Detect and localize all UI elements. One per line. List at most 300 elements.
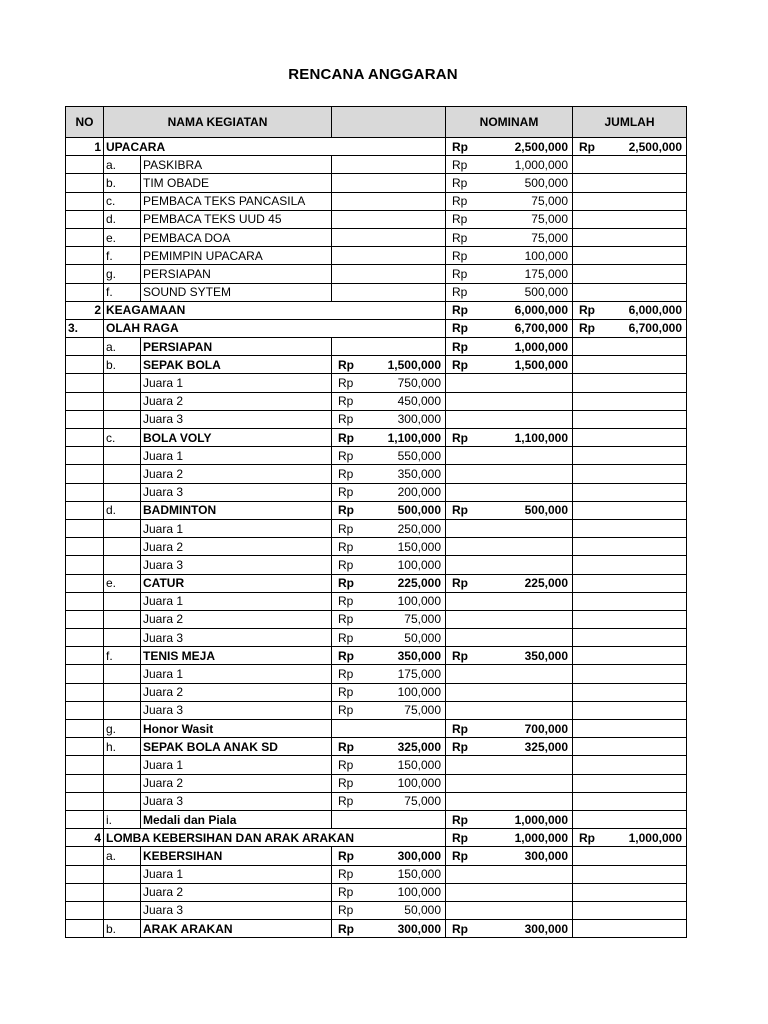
- row-activity-name: Juara 2: [141, 610, 332, 628]
- nominam-value: 1,500,000: [514, 357, 568, 372]
- detail-value: 350,000: [397, 466, 441, 481]
- row-activity-name: Juara 2: [141, 774, 332, 792]
- row-detail-amount: [332, 374, 446, 392]
- currency-label: Rp: [452, 266, 468, 281]
- row-activity-name: Medali dan Piala: [141, 810, 332, 828]
- header-blank: [332, 107, 446, 138]
- row-number: [66, 629, 104, 647]
- table-row: [66, 174, 687, 192]
- table-row: [66, 683, 687, 701]
- row-jumlah: [573, 228, 687, 246]
- table-row: [66, 883, 687, 901]
- row-nominam: [446, 756, 573, 774]
- currency-label: Rp: [338, 667, 354, 682]
- row-detail-amount: [332, 174, 446, 192]
- row-detail-amount: [332, 810, 446, 828]
- row-jumlah: [573, 138, 687, 156]
- row-sub-letter: i.: [104, 810, 141, 828]
- row-jumlah: [573, 338, 687, 356]
- row-nominam: [446, 738, 573, 756]
- row-detail-amount: [332, 556, 446, 574]
- row-activity-name: PERSIAPAN: [141, 265, 332, 283]
- row-sub-letter: h.: [104, 738, 141, 756]
- row-detail-amount: [332, 265, 446, 283]
- header-no: NO: [66, 107, 104, 138]
- row-nominam: [446, 429, 573, 447]
- row-sub-letter: [104, 447, 141, 465]
- detail-value: 300,000: [397, 921, 441, 936]
- table-row: [66, 665, 687, 683]
- row-sub-letter: f.: [104, 647, 141, 665]
- detail-value: 75,000: [404, 794, 441, 809]
- table-row: [66, 447, 687, 465]
- detail-value: 300,000: [397, 412, 441, 427]
- row-jumlah: [573, 647, 687, 665]
- currency-label: Rp: [338, 630, 354, 645]
- row-sub-letter: [104, 883, 141, 901]
- row-detail-amount: [332, 665, 446, 683]
- row-sub-letter: [104, 483, 141, 501]
- detail-value: 75,000: [404, 612, 441, 627]
- detail-value: 100,000: [397, 685, 441, 700]
- row-activity-name: LOMBA KEBERSIHAN DAN ARAK ARAKAN: [104, 829, 446, 847]
- detail-value: 150,000: [397, 867, 441, 882]
- detail-value: 225,000: [397, 576, 441, 591]
- currency-label: Rp: [338, 557, 354, 572]
- currency-label: Rp: [338, 376, 354, 391]
- currency-label: Rp: [452, 739, 468, 754]
- row-nominam: [446, 647, 573, 665]
- table-row: [66, 501, 687, 519]
- row-jumlah: [573, 429, 687, 447]
- currency-label: Rp: [452, 357, 468, 372]
- row-activity-name: Juara 3: [141, 556, 332, 574]
- row-detail-amount: [332, 410, 446, 428]
- detail-value: 750,000: [397, 376, 441, 391]
- table-row: [66, 774, 687, 792]
- row-jumlah: [573, 410, 687, 428]
- row-nominam: [446, 792, 573, 810]
- nominam-value: 500,000: [524, 175, 568, 190]
- table-row: [66, 429, 687, 447]
- row-jumlah: [573, 792, 687, 810]
- nominam-value: 500,000: [524, 285, 568, 300]
- header-nominam: NOMINAM: [446, 107, 573, 138]
- row-number: [66, 247, 104, 265]
- currency-label: Rp: [338, 648, 354, 663]
- table-row: [66, 465, 687, 483]
- row-sub-letter: a.: [104, 156, 141, 174]
- row-nominam: [446, 138, 573, 156]
- row-sub-letter: [104, 665, 141, 683]
- row-jumlah: [573, 538, 687, 556]
- row-sub-letter: d.: [104, 210, 141, 228]
- row-jumlah: [573, 920, 687, 938]
- currency-label: Rp: [338, 594, 354, 609]
- row-number: [66, 756, 104, 774]
- row-number: [66, 865, 104, 883]
- table-row: [66, 592, 687, 610]
- nominam-value: 75,000: [531, 212, 568, 227]
- row-nominam: [446, 447, 573, 465]
- row-jumlah: [573, 519, 687, 537]
- row-detail-amount: [332, 356, 446, 374]
- row-nominam: [446, 538, 573, 556]
- row-detail-amount: [332, 883, 446, 901]
- detail-value: 300,000: [397, 848, 441, 863]
- row-number: [66, 738, 104, 756]
- row-number: [66, 410, 104, 428]
- row-sub-letter: e.: [104, 574, 141, 592]
- row-nominam: [446, 519, 573, 537]
- currency-label: Rp: [338, 921, 354, 936]
- row-activity-name: PEMIMPIN UPACARA: [141, 247, 332, 265]
- row-nominam: [446, 865, 573, 883]
- row-activity-name: KEBERSIHAN: [141, 847, 332, 865]
- row-activity-name: PEMBACA DOA: [141, 228, 332, 246]
- table-row: [66, 574, 687, 592]
- row-activity-name: KEAGAMAAN: [104, 301, 446, 319]
- detail-value: 100,000: [397, 776, 441, 791]
- detail-value: 325,000: [397, 739, 441, 754]
- row-detail-amount: [332, 629, 446, 647]
- row-nominam: [446, 356, 573, 374]
- row-jumlah: [573, 810, 687, 828]
- jumlah-value: 6,700,000: [628, 321, 682, 336]
- table-row: [66, 410, 687, 428]
- row-number: [66, 228, 104, 246]
- row-activity-name: Juara 2: [141, 538, 332, 556]
- row-nominam: [446, 610, 573, 628]
- row-detail-amount: [332, 429, 446, 447]
- table-row: [66, 647, 687, 665]
- row-jumlah: [573, 501, 687, 519]
- row-detail-amount: [332, 210, 446, 228]
- table-row: [66, 519, 687, 537]
- row-jumlah: [573, 356, 687, 374]
- row-activity-name: BOLA VOLY: [141, 429, 332, 447]
- row-detail-amount: [332, 338, 446, 356]
- currency-label: Rp: [338, 576, 354, 591]
- table-row: [66, 483, 687, 501]
- currency-label: Rp: [579, 303, 595, 318]
- currency-label: Rp: [338, 466, 354, 481]
- row-number: [66, 283, 104, 301]
- row-activity-name: Juara 1: [141, 447, 332, 465]
- row-sub-letter: [104, 410, 141, 428]
- row-jumlah: [573, 192, 687, 210]
- table-row: [66, 210, 687, 228]
- row-activity-name: PASKIBRA: [141, 156, 332, 174]
- nominam-value: 175,000: [524, 266, 568, 281]
- table-row: [66, 192, 687, 210]
- row-jumlah: [573, 774, 687, 792]
- row-sub-letter: a.: [104, 847, 141, 865]
- row-sub-letter: g.: [104, 265, 141, 283]
- row-activity-name: Juara 2: [141, 683, 332, 701]
- row-sub-letter: [104, 629, 141, 647]
- nominam-value: 1,000,000: [514, 812, 568, 827]
- jumlah-value: 6,000,000: [628, 303, 682, 318]
- jumlah-value: 1,000,000: [628, 830, 682, 845]
- row-sub-letter: [104, 701, 141, 719]
- detail-value: 1,500,000: [387, 357, 441, 372]
- row-nominam: [446, 410, 573, 428]
- row-sub-letter: [104, 901, 141, 919]
- row-jumlah: [573, 301, 687, 319]
- detail-value: 1,100,000: [387, 430, 441, 445]
- row-nominam: [446, 683, 573, 701]
- nominam-value: 1,100,000: [514, 430, 568, 445]
- row-sub-letter: a.: [104, 338, 141, 356]
- currency-label: Rp: [338, 357, 354, 372]
- table-row: [66, 138, 687, 156]
- row-sub-letter: [104, 756, 141, 774]
- row-sub-letter: [104, 610, 141, 628]
- table-row: [66, 392, 687, 410]
- row-nominam: [446, 883, 573, 901]
- row-jumlah: [573, 265, 687, 283]
- row-jumlah: [573, 610, 687, 628]
- table-row: [66, 247, 687, 265]
- row-jumlah: [573, 374, 687, 392]
- row-number: [66, 647, 104, 665]
- currency-label: Rp: [452, 321, 468, 336]
- row-number: [66, 265, 104, 283]
- table-row: [66, 319, 687, 337]
- row-nominam: [446, 465, 573, 483]
- row-activity-name: Juara 2: [141, 465, 332, 483]
- detail-value: 450,000: [397, 394, 441, 409]
- row-sub-letter: b.: [104, 174, 141, 192]
- row-detail-amount: [332, 720, 446, 738]
- row-jumlah: [573, 738, 687, 756]
- nominam-value: 75,000: [531, 230, 568, 245]
- currency-label: Rp: [338, 485, 354, 500]
- row-nominam: [446, 319, 573, 337]
- row-nominam: [446, 847, 573, 865]
- row-sub-letter: [104, 592, 141, 610]
- row-jumlah: [573, 447, 687, 465]
- row-activity-name: Juara 1: [141, 665, 332, 683]
- table-row: [66, 301, 687, 319]
- row-number: [66, 392, 104, 410]
- row-nominam: [446, 829, 573, 847]
- row-activity-name: Honor Wasit: [141, 720, 332, 738]
- row-detail-amount: [332, 738, 446, 756]
- nominam-value: 700,000: [524, 721, 568, 736]
- row-number: [66, 556, 104, 574]
- row-number: [66, 574, 104, 592]
- row-nominam: [446, 574, 573, 592]
- currency-label: Rp: [338, 448, 354, 463]
- currency-label: Rp: [338, 703, 354, 718]
- table-row: [66, 847, 687, 865]
- row-number: [66, 792, 104, 810]
- row-jumlah: [573, 683, 687, 701]
- row-activity-name: PEMBACA TEKS PANCASILA: [141, 192, 332, 210]
- row-sub-letter: [104, 392, 141, 410]
- row-sub-letter: [104, 865, 141, 883]
- row-detail-amount: [332, 920, 446, 938]
- table-body: [66, 138, 687, 938]
- row-sub-letter: e.: [104, 228, 141, 246]
- table-row: [66, 829, 687, 847]
- currency-label: Rp: [452, 921, 468, 936]
- row-jumlah: [573, 465, 687, 483]
- row-number: [66, 610, 104, 628]
- currency-label: Rp: [338, 521, 354, 536]
- detail-value: 250,000: [397, 521, 441, 536]
- currency-label: Rp: [338, 612, 354, 627]
- row-sub-letter: [104, 538, 141, 556]
- jumlah-value: 2,500,000: [628, 139, 682, 154]
- row-nominam: [446, 265, 573, 283]
- row-nominam: [446, 483, 573, 501]
- page-title: RENCANA ANGGARAN: [288, 66, 458, 83]
- currency-label: Rp: [338, 776, 354, 791]
- nominam-value: 100,000: [524, 248, 568, 263]
- table-row: [66, 265, 687, 283]
- row-number: [66, 338, 104, 356]
- row-sub-letter: [104, 683, 141, 701]
- table-row: [66, 701, 687, 719]
- detail-value: 550,000: [397, 448, 441, 463]
- currency-label: Rp: [452, 212, 468, 227]
- row-activity-name: Juara 1: [141, 519, 332, 537]
- row-detail-amount: [332, 756, 446, 774]
- row-activity-name: BADMINTON: [141, 501, 332, 519]
- nominam-value: 1,000,000: [514, 830, 568, 845]
- table-row: [66, 629, 687, 647]
- row-number: [66, 901, 104, 919]
- row-activity-name: Juara 2: [141, 883, 332, 901]
- budget-table: [65, 106, 687, 938]
- row-activity-name: Juara 2: [141, 392, 332, 410]
- row-sub-letter: c.: [104, 429, 141, 447]
- table-row: [66, 283, 687, 301]
- row-nominam: [446, 192, 573, 210]
- currency-label: Rp: [338, 739, 354, 754]
- row-nominam: [446, 774, 573, 792]
- row-sub-letter: d.: [104, 501, 141, 519]
- currency-label: Rp: [338, 539, 354, 554]
- row-detail-amount: [332, 465, 446, 483]
- row-number: [66, 774, 104, 792]
- row-jumlah: [573, 901, 687, 919]
- currency-label: Rp: [338, 412, 354, 427]
- detail-value: 350,000: [397, 648, 441, 663]
- row-activity-name: ARAK ARAKAN: [141, 920, 332, 938]
- currency-label: Rp: [579, 321, 595, 336]
- row-activity-name: TENIS MEJA: [141, 647, 332, 665]
- row-sub-letter: [104, 556, 141, 574]
- row-number: 2: [66, 301, 104, 319]
- row-number: [66, 483, 104, 501]
- currency-label: Rp: [338, 430, 354, 445]
- nominam-value: 500,000: [524, 503, 568, 518]
- row-jumlah: [573, 883, 687, 901]
- row-number: [66, 429, 104, 447]
- table-row: [66, 538, 687, 556]
- row-number: [66, 447, 104, 465]
- nominam-value: 325,000: [524, 739, 568, 754]
- row-nominam: [446, 228, 573, 246]
- row-activity-name: UPACARA: [104, 138, 446, 156]
- row-nominam: [446, 210, 573, 228]
- currency-label: Rp: [452, 194, 468, 209]
- row-number: [66, 720, 104, 738]
- row-detail-amount: [332, 847, 446, 865]
- currency-label: Rp: [338, 885, 354, 900]
- row-activity-name: Juara 3: [141, 701, 332, 719]
- currency-label: Rp: [338, 685, 354, 700]
- row-number: [66, 592, 104, 610]
- table-row: [66, 610, 687, 628]
- row-sub-letter: b.: [104, 356, 141, 374]
- nominam-value: 1,000,000: [514, 339, 568, 354]
- detail-value: 175,000: [397, 667, 441, 682]
- row-jumlah: [573, 247, 687, 265]
- row-activity-name: Juara 3: [141, 901, 332, 919]
- table-row: [66, 556, 687, 574]
- table-row: [66, 792, 687, 810]
- nominam-value: 2,500,000: [514, 139, 568, 154]
- row-activity-name: PERSIAPAN: [141, 338, 332, 356]
- row-sub-letter: [104, 519, 141, 537]
- detail-value: 50,000: [404, 903, 441, 918]
- row-nominam: [446, 174, 573, 192]
- row-sub-letter: b.: [104, 920, 141, 938]
- row-nominam: [446, 701, 573, 719]
- row-activity-name: Juara 1: [141, 592, 332, 610]
- row-detail-amount: [332, 774, 446, 792]
- table-row: [66, 865, 687, 883]
- row-sub-letter: f.: [104, 283, 141, 301]
- nominam-value: 300,000: [524, 848, 568, 863]
- currency-label: Rp: [452, 248, 468, 263]
- row-detail-amount: [332, 792, 446, 810]
- currency-label: Rp: [579, 139, 595, 154]
- row-detail-amount: [332, 592, 446, 610]
- row-jumlah: [573, 592, 687, 610]
- row-nominam: [446, 338, 573, 356]
- row-detail-amount: [332, 247, 446, 265]
- row-detail-amount: [332, 519, 446, 537]
- row-number: [66, 465, 104, 483]
- table-row: [66, 756, 687, 774]
- row-number: [66, 210, 104, 228]
- row-nominam: [446, 301, 573, 319]
- row-number: 1: [66, 138, 104, 156]
- row-detail-amount: [332, 228, 446, 246]
- row-jumlah: [573, 720, 687, 738]
- nominam-value: 350,000: [524, 648, 568, 663]
- currency-label: Rp: [452, 230, 468, 245]
- detail-value: 500,000: [397, 503, 441, 518]
- row-number: [66, 374, 104, 392]
- row-activity-name: Juara 1: [141, 756, 332, 774]
- table-row: [66, 920, 687, 938]
- row-sub-letter: [104, 774, 141, 792]
- row-nominam: [446, 720, 573, 738]
- currency-label: Rp: [452, 830, 468, 845]
- detail-value: 100,000: [397, 557, 441, 572]
- row-detail-amount: [332, 283, 446, 301]
- row-detail-amount: [332, 392, 446, 410]
- row-number: [66, 810, 104, 828]
- currency-label: Rp: [338, 503, 354, 518]
